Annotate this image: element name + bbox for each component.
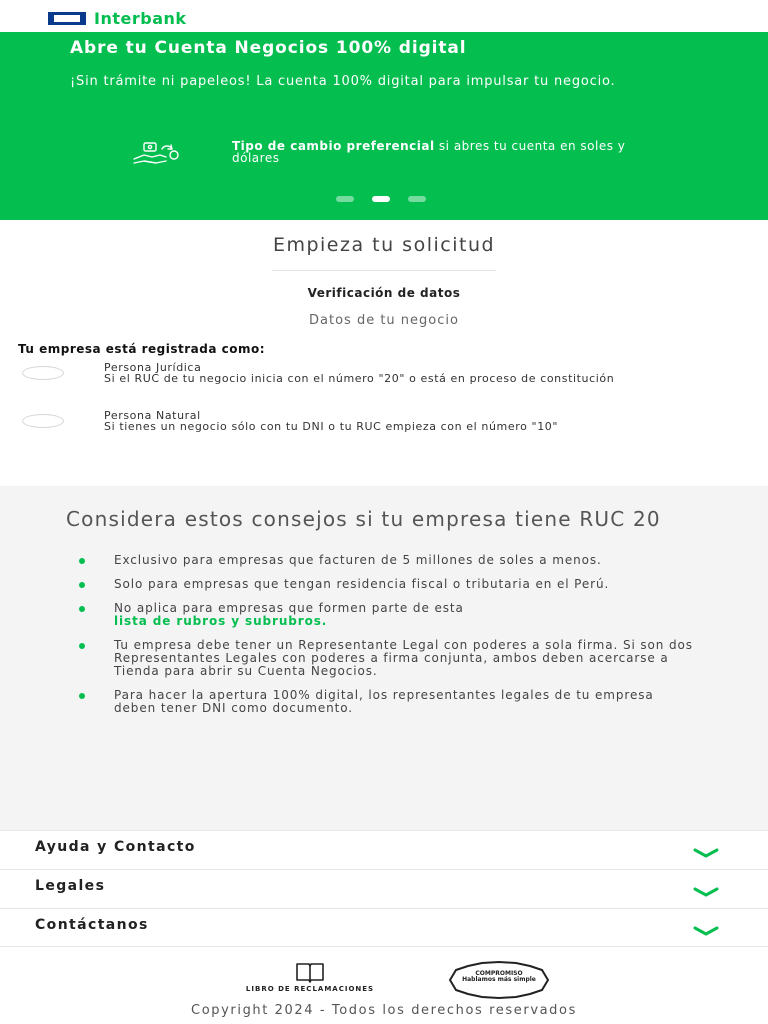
tips-list xyxy=(76,554,696,726)
chevron-down-icon xyxy=(692,886,720,898)
tip-item xyxy=(76,578,696,591)
carousel-dot-1[interactable] xyxy=(336,196,354,202)
option-persona-natural-text xyxy=(104,411,734,432)
chevron-down-icon xyxy=(692,847,720,859)
footer-badges xyxy=(0,946,768,1002)
tips-section xyxy=(0,486,768,830)
option-description: Si el RUC de tu negocio inicia con el número "20" o está en proceso de constitución xyxy=(104,372,615,385)
tip-item xyxy=(76,554,696,567)
compromiso-title: COMPROMISO xyxy=(475,970,523,977)
accordion-ayuda-contacto[interactable] xyxy=(0,830,768,869)
carousel-dot-2[interactable] xyxy=(372,196,390,202)
option-label: Persona Natural xyxy=(104,409,201,422)
book-icon xyxy=(295,961,325,983)
accordion-label: Legales xyxy=(35,878,106,894)
title-divider xyxy=(272,270,496,271)
rubros-link[interactable]: lista de rubros y subrubros. xyxy=(114,614,328,628)
step-datos-negocio: Datos de tu negocio xyxy=(309,313,459,328)
carousel-dots xyxy=(336,196,426,202)
carousel-dot-3[interactable] xyxy=(408,196,426,202)
step-verificacion: Verificación de datos xyxy=(307,286,461,300)
tips-title: Considera estos consejos si tu empresa tiene RUC 20 xyxy=(66,507,661,531)
compromiso-badge[interactable] xyxy=(442,961,556,999)
tip-text: Solo para empresas que tengan residencia fiscal o tributaria en el Perú. xyxy=(114,577,610,591)
tip-text: No aplica para empresas que formen parte de esta xyxy=(114,601,464,615)
copyright-text: Copyright 2024 - Todos los derechos reservados xyxy=(191,1003,577,1018)
option-description: Si tienes un negocio sólo con tu DNI o tu RUC empieza con el número "10" xyxy=(104,420,559,433)
accordion-contactanos[interactable] xyxy=(0,908,768,947)
option-persona-juridica-text xyxy=(104,363,734,384)
chevron-down-icon xyxy=(692,925,720,937)
hero-benefit-rest: si abres tu cuenta en soles y dólares xyxy=(232,139,626,165)
libro-reclamaciones-label: LIBRO DE RECLAMACIONES xyxy=(245,985,375,993)
tip-text: Tu empresa debe tener un Representante Legal con poderes a sola firma. Si son dos Representantes Legales con poderes a firma conjunta, ambos deben acercarse a Tienda para abrir su Cuenta Negocios. xyxy=(114,638,693,678)
interbank-logo[interactable] xyxy=(48,9,187,28)
tip-text: Exclusivo para empresas que facturen de 5 millones de soles a menos. xyxy=(114,553,602,567)
tip-text: Para hacer la apertura 100% digital, los representantes legales de tu empresa deben tener DNI como documento. xyxy=(114,688,654,715)
accordion-label: Ayuda y Contacto xyxy=(35,839,196,855)
accordion-label: Contáctanos xyxy=(35,917,149,933)
radio-persona-juridica[interactable] xyxy=(22,366,64,380)
accordion-legales[interactable] xyxy=(0,869,768,908)
hero-subtitle: ¡Sin trámite ni papeleos! La cuenta 100% digital para impulsar tu negocio. xyxy=(70,74,616,89)
radio-persona-natural[interactable] xyxy=(22,414,64,428)
compromiso-subtitle: Hablamos más simple xyxy=(462,976,536,983)
tip-item xyxy=(76,689,696,715)
hero-benefit-bold: Tipo de cambio preferencial xyxy=(232,139,435,153)
compromiso-text xyxy=(442,971,556,983)
hero-banner xyxy=(0,32,768,220)
tip-item xyxy=(76,639,696,678)
form-title: Empieza tu solicitud xyxy=(272,234,496,256)
interbank-logo-mark xyxy=(48,12,86,25)
hero-title: Abre tu Cuenta Negocios 100% digital xyxy=(70,38,467,58)
top-header xyxy=(0,0,768,32)
option-label: Persona Jurídica xyxy=(104,361,202,374)
registration-question: Tu empresa está registrada como: xyxy=(18,342,266,356)
money-exchange-icon xyxy=(130,140,184,166)
tip-item xyxy=(76,602,696,628)
hero-benefit xyxy=(232,140,652,164)
libro-reclamaciones-link[interactable] xyxy=(234,961,386,993)
interbank-logo-text: Interbank xyxy=(94,9,187,28)
